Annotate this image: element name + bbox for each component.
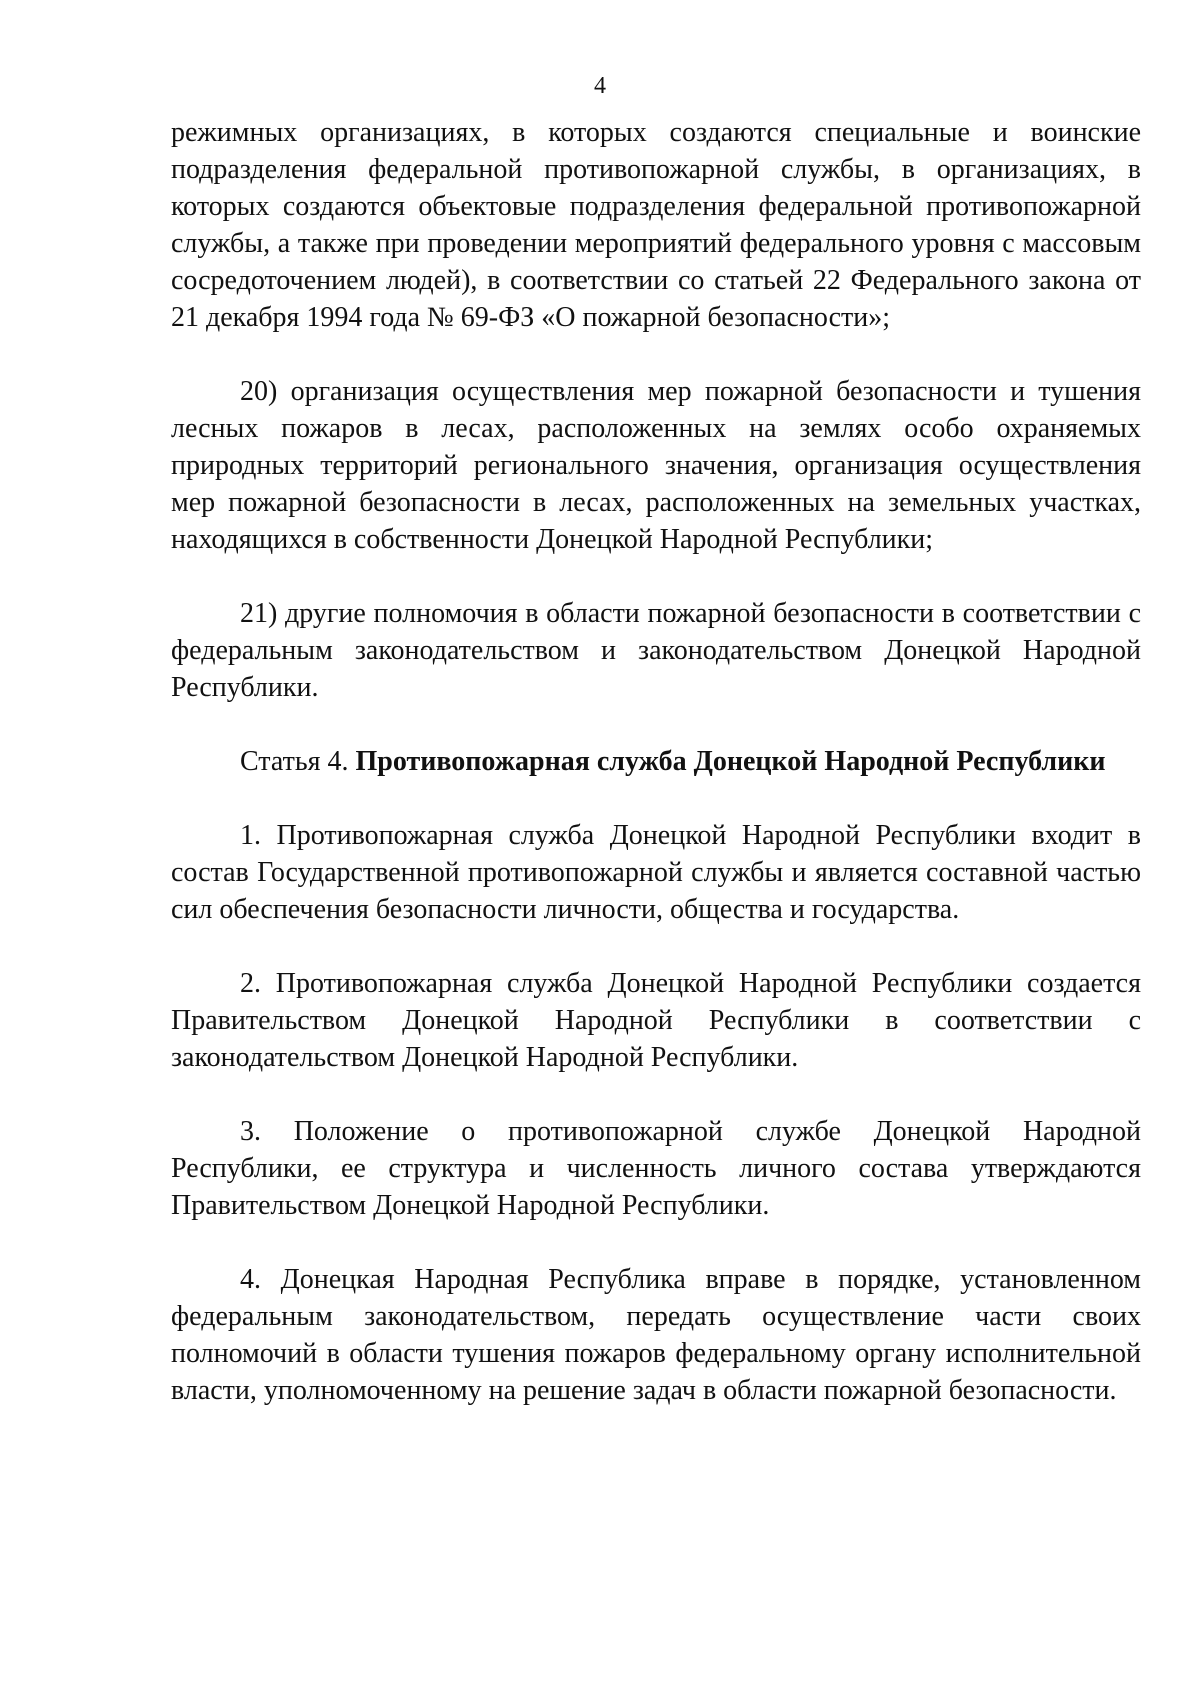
paragraph-item-20: 20) организация осуществления мер пожарной безопасности и тушения лесных пожаров в лесах, расположенных на землях особо охраняемых природных территорий регионального значения, организация осуществления мер пожарной безопасности в лесах, расположенных на земельных участках, находящихся в собственности Донецкой Народной Республики; bbox=[171, 376, 1141, 555]
article-title: Противопожарная служба Донецкой Народной Республики bbox=[355, 746, 1106, 777]
paragraph-continuation: режимных организациях, в которых создаются специальные и воинские подразделения федеральной противопожарной службы, в организациях, в которых создаются объектовые подразделения федеральной противопожарной службы, а также при проведении мероприятий федерального уровня с массовым сосредоточением людей), в соответствии со статьей 22 Федерального закона от 21 декабря 1994 года № 69-ФЗ «О пожарной безопасности»; bbox=[171, 117, 1141, 333]
clause-1: 1. Противопожарная служба Донецкой Народной Республики входит в состав Государственной противопожарной службы и является составной частью сил обеспечения безопасности личности, общества и государства. bbox=[171, 820, 1141, 925]
clause-3: 3. Положение о противопожарной службе Донецкой Народной Республики, ее структура и численность личного состава утверждаются Правительством Донецкой Народной Республики. bbox=[171, 1116, 1141, 1221]
clause-4: 4. Донецкая Народная Республика вправе в порядке, установленном федеральным законодательством, передать осуществление части своих полномочий в области тушения пожаров федеральному органу исполнительной власти, уполномоченному на решение задач в области пожарной безопасности. bbox=[171, 1264, 1141, 1406]
page-number: 4 bbox=[594, 73, 606, 99]
document-body bbox=[171, 114, 1141, 1409]
clause-2: 2. Противопожарная служба Донецкой Народной Республики создается Правительством Донецкой Народной Республики в соответствии с законодательством Донецкой Народной Республики. bbox=[171, 968, 1141, 1073]
paragraph-item-21: 21) другие полномочия в области пожарной безопасности в соответствии с федеральным законодательством и законодательством Донецкой Народной Республики. bbox=[171, 598, 1141, 703]
article-heading bbox=[171, 743, 1141, 780]
article-prefix: Статья 4. bbox=[240, 746, 349, 777]
